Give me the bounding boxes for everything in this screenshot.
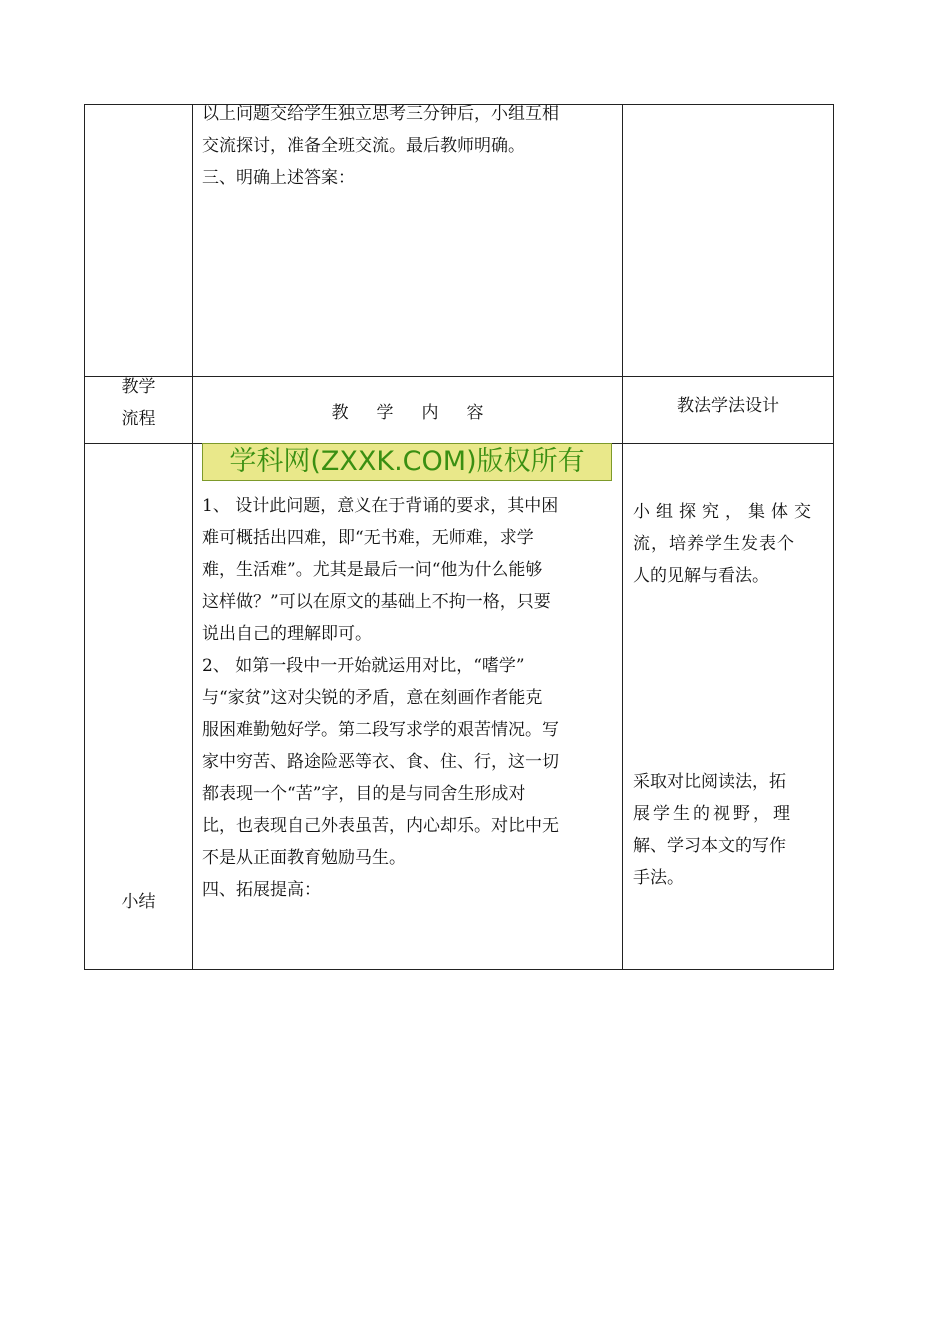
header-content [193, 377, 622, 443]
header-method-label: 教法学法设计 [677, 395, 779, 416]
text-line: 服困难勤勉好学。第二段写求学的艰苦情况。写 [202, 720, 559, 740]
summary-label [85, 883, 192, 915]
method-block-1 [633, 496, 823, 592]
text-line: 交流探讨，准备全班交流。最后教师明确。 [202, 136, 525, 156]
text-line: 都表现一个“苦”字，目的是与同舍生形成对 [202, 784, 526, 804]
right-border [833, 104, 834, 970]
method-line: 展学生的视野，理 [633, 804, 793, 824]
header-process-line1: 教学 [121, 377, 156, 397]
text-line: 以上问题交给学生独立思考三分钟后，小组互相 [202, 104, 559, 124]
method-line: 采取对比阅读法，拓 [633, 772, 786, 792]
text-line: 家中穷苦、路途险恶等衣、食、住、行，这一切 [202, 752, 559, 772]
text-line: 三、明确上述答案： [202, 168, 355, 188]
text-line: 说出自己的理解即可。 [202, 624, 372, 644]
text-line: 2、 如第一段中一开始就运用对比，“嗜学” [202, 656, 525, 676]
text-line: 1、 设计此问题，意义在于背诵的要求，其中困 [202, 496, 559, 516]
text-line: 不是从正面教育勉励马生。 [202, 848, 406, 868]
text-line: 与“家贫”这对尖锐的矛盾，意在刻画作者能克 [202, 688, 543, 708]
text-line: 比，也表现自己外表虽苦，内心却乐。对比中无 [202, 816, 559, 836]
header-process-line2: 流程 [121, 409, 156, 429]
col-divider-1 [192, 104, 193, 970]
header-content-label: 教学内容 [331, 402, 512, 423]
col-divider-2 [622, 104, 623, 970]
method-line: 解、学习本文的写作 [633, 836, 786, 856]
main-row-content [202, 490, 616, 906]
left-border [84, 104, 85, 970]
text-line: 难，生活难”。尤其是最后一问“他为什么能够 [202, 560, 543, 580]
method-line: 人的见解与看法。 [633, 566, 769, 586]
method-line: 流，培养学生发表个 [633, 534, 795, 554]
watermark-banner: 学科网(ZXXK.COM)版权所有 [202, 443, 612, 481]
text-line: 四、拓展提高： [202, 880, 321, 900]
method-line: 小组探究，集体交 [633, 502, 817, 522]
header-method [623, 377, 833, 429]
header-process [85, 371, 192, 435]
table-bottom-border [84, 969, 834, 970]
text-line: 难可概括出四难，即“无书难，无师难，求学 [202, 528, 534, 548]
summary-label-text: 小结 [121, 891, 156, 912]
top-row-content [202, 98, 616, 194]
method-line: 手法。 [633, 868, 684, 888]
method-block-2 [633, 766, 823, 894]
text-line: 这样做？”可以在原文的基础上不拘一格，只要 [202, 592, 551, 612]
